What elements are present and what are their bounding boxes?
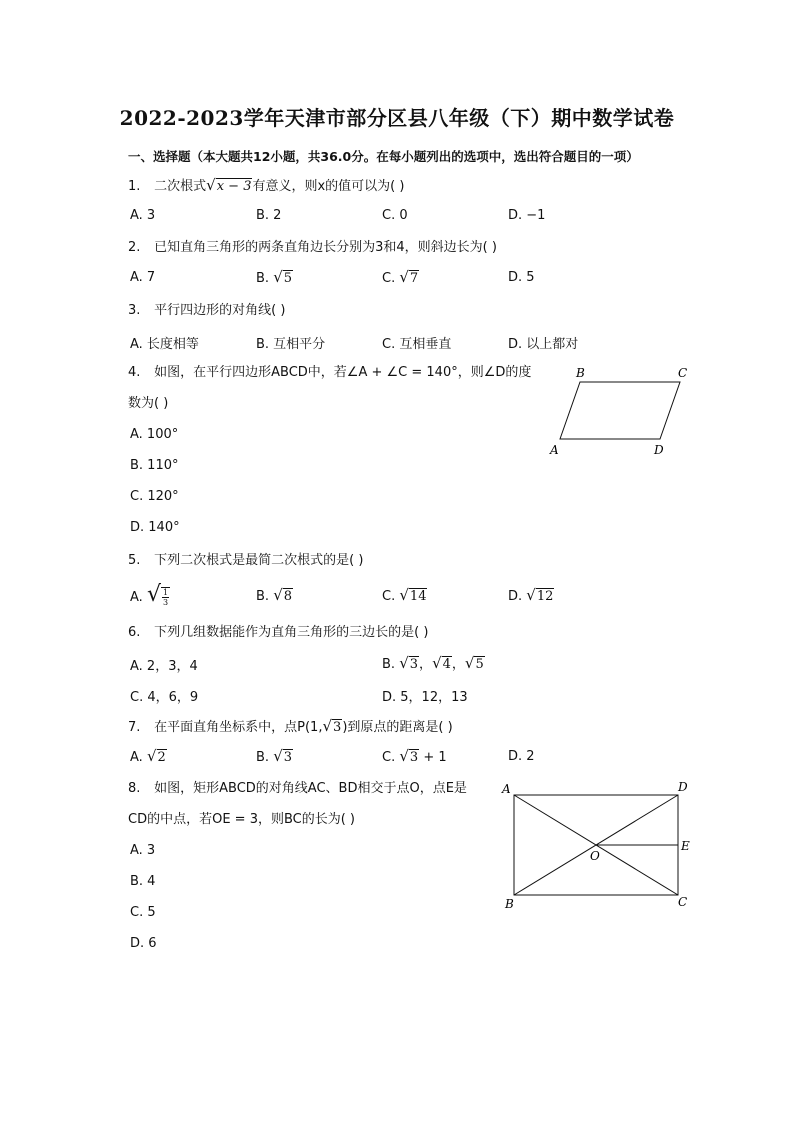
option-c[interactable]: C. √3 + 1	[382, 747, 447, 765]
option-b[interactable]: B. √8	[256, 586, 293, 604]
option-b[interactable]: B. 2	[256, 208, 282, 223]
question-text-cont: CD的中点，若OE = 3，则BC的长为( )	[128, 812, 356, 827]
question-text-cont: 数为( )	[128, 396, 169, 411]
option-c[interactable]: C. √7	[382, 268, 419, 286]
option-d[interactable]: D. 5，12，13	[382, 690, 468, 705]
option-c[interactable]: C. 互相垂直	[382, 337, 452, 352]
question-7	[128, 717, 453, 737]
option-b[interactable]: B. 4	[130, 874, 156, 889]
question-5	[128, 552, 363, 570]
question-number: 5.	[128, 553, 141, 568]
label-e: E	[681, 839, 690, 853]
option-a[interactable]: A. 2，3，4	[130, 659, 198, 674]
option-a[interactable]: A. √ $\frac{1}{3}$	[130, 582, 169, 607]
parallelogram-figure	[540, 362, 700, 462]
option-a[interactable]: A. √2	[130, 747, 166, 765]
label-d: D	[654, 443, 664, 457]
question-number: 4.	[128, 365, 141, 380]
option-d[interactable]: D. 2	[508, 749, 535, 764]
question-text: 已知直角三角形的两条直角边长分别为3和4，则斜边长为( )	[154, 240, 497, 255]
option-d[interactable]: D. 140°	[130, 520, 180, 535]
label-a: A	[502, 782, 511, 796]
question-text: 如图，矩形ABCD的对角线AC、BD相交于点O，点E是	[154, 781, 467, 796]
question-text: 二次根式	[154, 179, 207, 194]
option-d[interactable]: D. −1	[508, 208, 546, 223]
question-number: 3.	[128, 303, 141, 318]
option-d[interactable]: D. 以上都对	[508, 337, 579, 352]
rectangle-figure	[498, 778, 698, 913]
section-heading: 一、选择题（本大题共12小题，共36.0分。在每小题列出的选项中，选出符合题目的一项）	[128, 149, 639, 164]
question-1	[128, 176, 404, 196]
question-8	[128, 780, 467, 798]
question-number: 8.	[128, 781, 141, 796]
question-number: 1.	[128, 179, 141, 194]
option-c[interactable]: C. 0	[382, 208, 408, 223]
option-a[interactable]: A. 7	[130, 270, 156, 285]
option-c[interactable]: C. 120°	[130, 489, 179, 504]
question-text: 下列二次根式是最简二次根式的是( )	[154, 553, 364, 568]
label-b: B	[505, 897, 514, 911]
question-text: 如图，在平行四边形ABCD中，若∠A + ∠C = 140°，则∠D的度	[154, 365, 532, 380]
label-a: A	[550, 443, 559, 457]
option-b[interactable]: B. 互相平分	[256, 337, 326, 352]
label-c: C	[678, 366, 688, 380]
question-2	[128, 239, 497, 257]
option-c[interactable]: C. √14	[382, 586, 427, 604]
question-text: 有意义，则x的值可以为( )	[252, 179, 405, 194]
option-b[interactable]: B. √3，√4，√5	[382, 654, 484, 672]
option-b[interactable]: B. 110°	[130, 458, 179, 473]
label-b: B	[576, 366, 585, 380]
radical: √3	[322, 717, 342, 735]
question-text: 下列几组数据能作为直角三角形的三边长的是( )	[154, 625, 429, 640]
option-a[interactable]: A. 100°	[130, 427, 179, 442]
option-c[interactable]: C. 4，6，9	[130, 690, 199, 705]
option-a[interactable]: A. 3	[130, 843, 156, 858]
option-d[interactable]: D. 6	[130, 936, 157, 951]
option-c[interactable]: C. 5	[130, 905, 156, 920]
label-o: O	[590, 849, 600, 863]
option-d[interactable]: D. 5	[508, 270, 535, 285]
question-text: )到原点的距离是( )	[342, 720, 453, 735]
option-a[interactable]: A. 3	[130, 208, 156, 223]
label-c: C	[678, 895, 688, 909]
radical: √x − 3	[206, 176, 252, 194]
option-d[interactable]: D. √12	[508, 586, 554, 604]
option-b[interactable]: B. √5	[256, 268, 293, 286]
question-text: 在平面直角坐标系中，点P(1,	[154, 720, 323, 735]
question-text: 平行四边形的对角线( )	[154, 303, 286, 318]
question-number: 2.	[128, 240, 141, 255]
question-number: 6.	[128, 625, 141, 640]
question-number: 7.	[128, 720, 141, 735]
question-4	[128, 364, 531, 382]
question-3	[128, 302, 285, 320]
option-b[interactable]: B. √3	[256, 747, 293, 765]
option-a[interactable]: A. 长度相等	[130, 337, 199, 352]
label-d: D	[678, 780, 688, 794]
question-6	[128, 624, 428, 642]
page-title: 2022-2023学年天津市部分区县八年级（下）期中数学试卷	[119, 106, 675, 130]
